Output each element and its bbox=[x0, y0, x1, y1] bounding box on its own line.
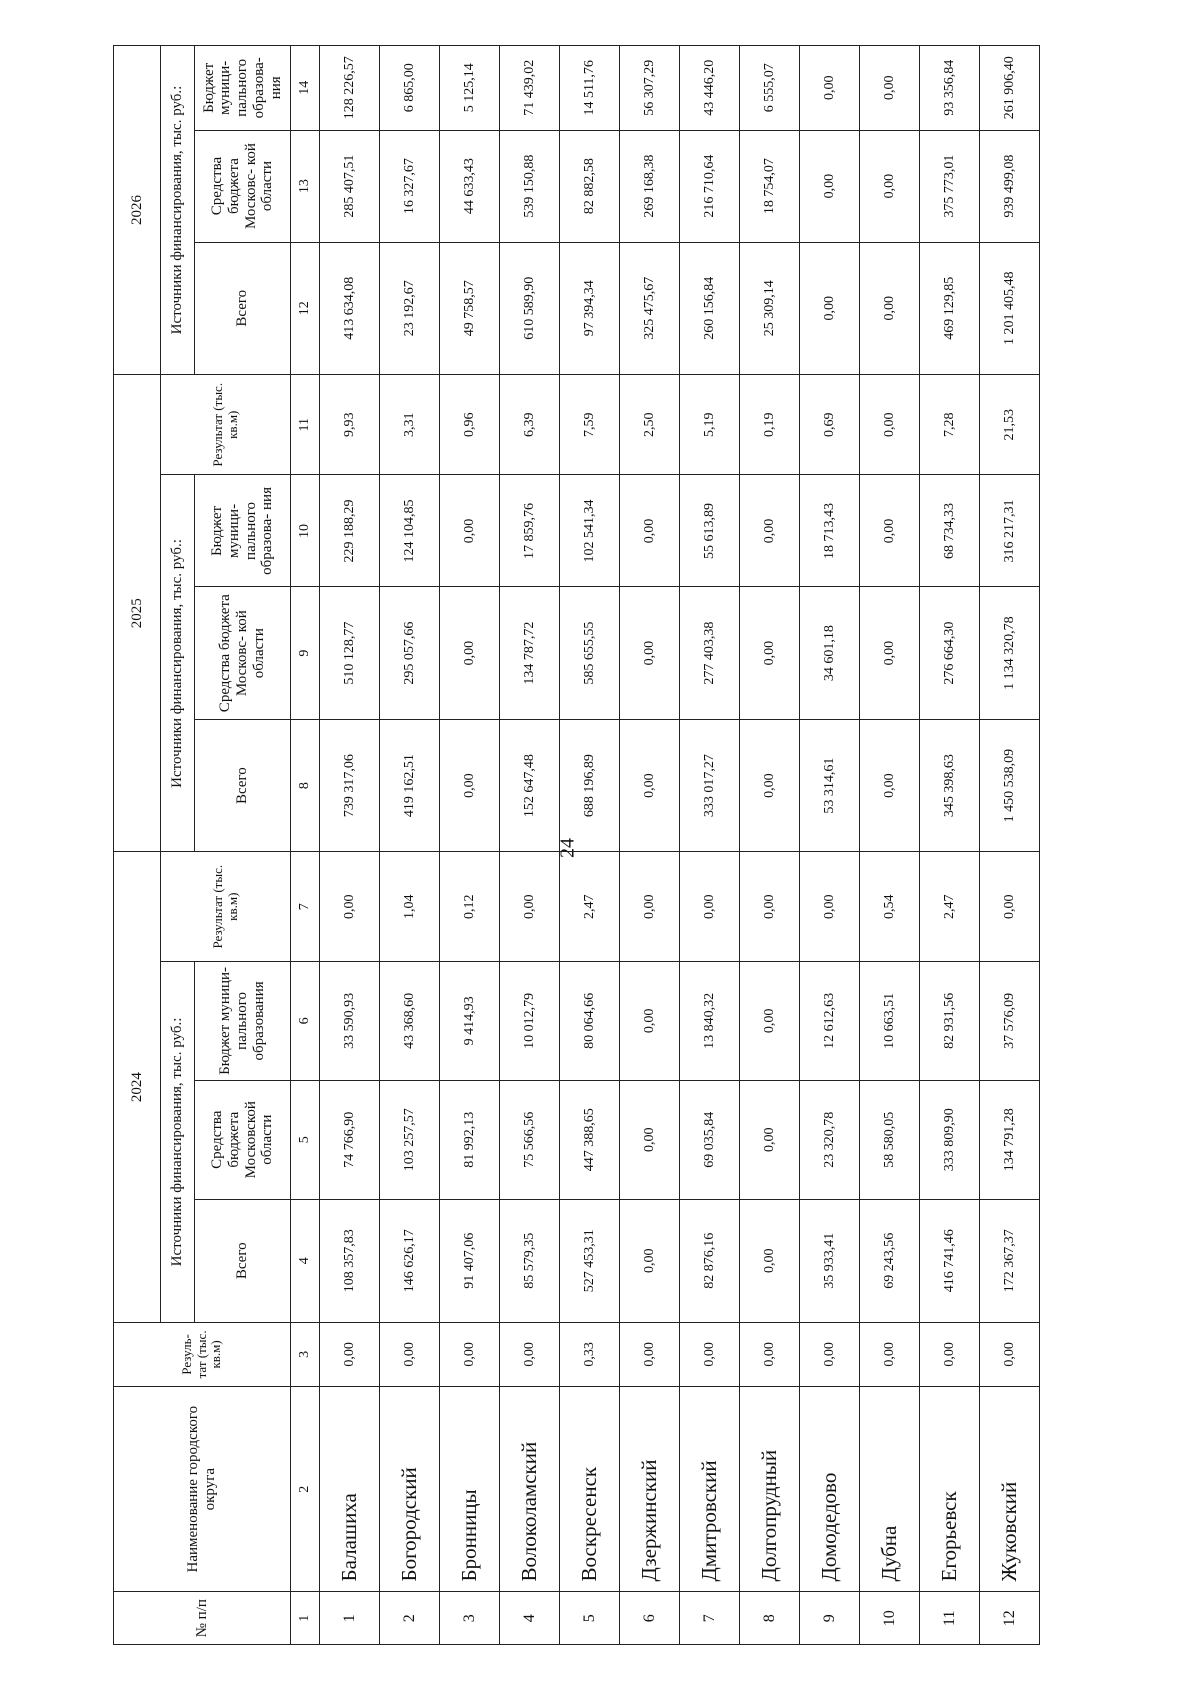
column-number: 4 bbox=[291, 1199, 320, 1322]
total-2026-cell: 469 129,85 bbox=[920, 242, 980, 374]
result-col3-cell: 0,00 bbox=[800, 1322, 860, 1386]
total-2026-cell: 49 758,57 bbox=[440, 242, 500, 374]
district-name-cell: Богородский bbox=[380, 1386, 440, 1592]
municipal-budget-2026-cell: 71 439,02 bbox=[500, 46, 560, 131]
region-budget-2025-cell: 295 057,66 bbox=[380, 587, 440, 719]
municipal-budget-2025-cell: 68 734,33 bbox=[920, 475, 980, 587]
header-sources-2024: Источники финансирования, тыс. руб.: bbox=[161, 962, 195, 1323]
header-sources-2025: Источники финансирования, тыс. руб.: bbox=[161, 475, 195, 852]
result-2025-cell: 0,19 bbox=[740, 375, 800, 476]
total-2025-cell: 1 450 538,09 bbox=[980, 719, 1040, 851]
table-row bbox=[920, 46, 980, 1645]
result-2025-cell: 2,50 bbox=[620, 375, 680, 476]
total-2025-cell: 333 017,27 bbox=[680, 719, 740, 851]
table-row bbox=[560, 46, 620, 1645]
result-col3-cell: 0,00 bbox=[440, 1322, 500, 1386]
region-budget-2026-cell: 375 773,01 bbox=[920, 130, 980, 242]
column-number: 9 bbox=[291, 587, 320, 719]
table-row bbox=[800, 46, 860, 1645]
municipal-budget-2024-cell: 12 612,63 bbox=[800, 962, 860, 1081]
header-num: № п/п bbox=[114, 1592, 291, 1645]
total-2026-cell: 25 309,14 bbox=[740, 242, 800, 374]
total-2024-cell: 69 243,56 bbox=[860, 1199, 920, 1322]
row-number-cell: 3 bbox=[440, 1592, 500, 1645]
total-2025-cell: 0,00 bbox=[440, 719, 500, 851]
region-budget-2025-cell: 0,00 bbox=[860, 587, 920, 719]
result-2025-cell: 3,31 bbox=[380, 375, 440, 476]
district-name-cell: Дзержинский bbox=[620, 1386, 680, 1592]
region-budget-2026-cell: 269 168,38 bbox=[620, 130, 680, 242]
total-2026-cell: 0,00 bbox=[860, 242, 920, 374]
header-year-2024: 2024 bbox=[114, 852, 161, 1323]
region-budget-2024-cell: 81 992,13 bbox=[440, 1080, 500, 1199]
total-2026-cell: 610 589,90 bbox=[500, 242, 560, 374]
row-number-cell: 12 bbox=[980, 1592, 1040, 1645]
municipal-budget-2026-cell: 128 226,57 bbox=[320, 46, 380, 131]
municipal-budget-2026-cell: 6 555,07 bbox=[740, 46, 800, 131]
row-number-cell: 1 bbox=[320, 1592, 380, 1645]
total-2024-cell: 0,00 bbox=[740, 1199, 800, 1322]
row-number-cell: 2 bbox=[380, 1592, 440, 1645]
column-number: 3 bbox=[291, 1322, 320, 1386]
result-col3-cell: 0,00 bbox=[680, 1322, 740, 1386]
total-2026-cell: 1 201 405,48 bbox=[980, 242, 1040, 374]
header-year-2025: 2025 bbox=[114, 375, 161, 852]
region-budget-2025-cell: 134 787,72 bbox=[500, 587, 560, 719]
total-2025-cell: 53 314,61 bbox=[800, 719, 860, 851]
municipal-budget-2026-cell: 6 865,00 bbox=[380, 46, 440, 131]
municipal-budget-2025-cell: 18 713,43 bbox=[800, 475, 860, 587]
result-2024-cell: 2,47 bbox=[560, 852, 620, 962]
district-name-cell: Егорьевск bbox=[920, 1386, 980, 1592]
total-2024-cell: 108 357,83 bbox=[320, 1199, 380, 1322]
column-number: 14 bbox=[291, 46, 320, 131]
header-year-2026: 2026 bbox=[114, 46, 161, 375]
result-2025-cell: 0,69 bbox=[800, 375, 860, 476]
total-2025-cell: 345 398,63 bbox=[920, 719, 980, 851]
row-number-cell: 11 bbox=[920, 1592, 980, 1645]
result-col3-cell: 0,00 bbox=[500, 1322, 560, 1386]
result-2025-cell: 6,39 bbox=[500, 375, 560, 476]
table-row bbox=[500, 46, 560, 1645]
region-budget-2024-cell: 75 566,56 bbox=[500, 1080, 560, 1199]
table-row bbox=[860, 46, 920, 1645]
municipal-budget-2024-cell: 0,00 bbox=[620, 962, 680, 1081]
rotated-table-sheet bbox=[113, 45, 1143, 1645]
total-2024-cell: 527 453,31 bbox=[560, 1199, 620, 1322]
region-budget-2025-cell: 0,00 bbox=[440, 587, 500, 719]
total-2025-cell: 0,00 bbox=[860, 719, 920, 851]
district-name-cell: Жуковский bbox=[980, 1386, 1040, 1592]
header-municipal-budget-2024: Бюджет муници- пального образования bbox=[195, 962, 291, 1081]
municipal-budget-2026-cell: 93 356,84 bbox=[920, 46, 980, 131]
result-2025-cell: 7,28 bbox=[920, 375, 980, 476]
result-2025-cell: 9,93 bbox=[320, 375, 380, 476]
result-2024-cell: 0,00 bbox=[800, 852, 860, 962]
result-2025-cell: 0,96 bbox=[440, 375, 500, 476]
result-2024-cell: 2,47 bbox=[920, 852, 980, 962]
total-2026-cell: 260 156,84 bbox=[680, 242, 740, 374]
header-municipal-budget-2026: Бюджет муници- пального образова- ния bbox=[195, 46, 291, 131]
header-total-2024: Всего bbox=[195, 1199, 291, 1322]
municipal-budget-2025-cell: 102 541,34 bbox=[560, 475, 620, 587]
table-row bbox=[680, 46, 740, 1645]
region-budget-2024-cell: 333 809,90 bbox=[920, 1080, 980, 1199]
region-budget-2026-cell: 82 882,58 bbox=[560, 130, 620, 242]
municipal-budget-2026-cell: 43 446,20 bbox=[680, 46, 740, 131]
district-name-cell: Бронницы bbox=[440, 1386, 500, 1592]
header-region-budget-2024: Средства бюджета Московской области bbox=[195, 1080, 291, 1199]
header-region-budget-2025: Средства бюджета Московс- кой области bbox=[195, 587, 291, 719]
district-name-cell: Долгопрудный bbox=[740, 1386, 800, 1592]
header-total-2025: Всего bbox=[195, 719, 291, 851]
column-number: 6 bbox=[291, 962, 320, 1081]
municipal-budget-2024-cell: 0,00 bbox=[740, 962, 800, 1081]
municipal-budget-2024-cell: 33 590,93 bbox=[320, 962, 380, 1081]
result-2024-cell: 0,54 bbox=[860, 852, 920, 962]
result-2024-cell: 0,00 bbox=[740, 852, 800, 962]
district-name-cell: Дубна bbox=[860, 1386, 920, 1592]
header-total-2026: Всего bbox=[195, 242, 291, 374]
region-budget-2025-cell: 276 664,30 bbox=[920, 587, 980, 719]
region-budget-2024-cell: 0,00 bbox=[620, 1080, 680, 1199]
total-2024-cell: 35 933,41 bbox=[800, 1199, 860, 1322]
region-budget-2024-cell: 69 035,84 bbox=[680, 1080, 740, 1199]
region-budget-2026-cell: 539 150,88 bbox=[500, 130, 560, 242]
total-2025-cell: 688 196,89 bbox=[560, 719, 620, 851]
municipal-budget-2025-cell: 0,00 bbox=[740, 475, 800, 587]
region-budget-2026-cell: 939 499,08 bbox=[980, 130, 1040, 242]
result-col3-cell: 0,00 bbox=[320, 1322, 380, 1386]
table-row bbox=[620, 46, 680, 1645]
municipal-budget-2026-cell: 14 511,76 bbox=[560, 46, 620, 131]
column-number: 7 bbox=[291, 852, 320, 962]
total-2026-cell: 413 634,08 bbox=[320, 242, 380, 374]
row-number-cell: 7 bbox=[680, 1592, 740, 1645]
row-number-cell: 5 bbox=[560, 1592, 620, 1645]
header-sources-2026: Источники финансирования, тыс. руб.: bbox=[161, 46, 195, 375]
total-2025-cell: 152 647,48 bbox=[500, 719, 560, 851]
result-col3-cell: 0,00 bbox=[980, 1322, 1040, 1386]
result-2025-cell: 21,53 bbox=[980, 375, 1040, 476]
result-col3-cell: 0,00 bbox=[860, 1322, 920, 1386]
region-budget-2026-cell: 44 633,43 bbox=[440, 130, 500, 242]
region-budget-2026-cell: 0,00 bbox=[860, 130, 920, 242]
total-2024-cell: 416 741,46 bbox=[920, 1199, 980, 1322]
municipal-budget-2025-cell: 316 217,31 bbox=[980, 475, 1040, 587]
table-row bbox=[440, 46, 500, 1645]
result-2024-cell: 0,00 bbox=[680, 852, 740, 962]
column-number: 10 bbox=[291, 475, 320, 587]
column-number: 8 bbox=[291, 719, 320, 851]
district-name-cell: Домодедово bbox=[800, 1386, 860, 1592]
column-number-row bbox=[291, 46, 320, 1645]
column-number: 5 bbox=[291, 1080, 320, 1199]
table-row bbox=[740, 46, 800, 1645]
result-2025-cell: 7,59 bbox=[560, 375, 620, 476]
region-budget-2025-cell: 0,00 bbox=[740, 587, 800, 719]
municipal-budget-2026-cell: 5 125,14 bbox=[440, 46, 500, 131]
header-region-budget-2026: Средства бюджета Московс- кой области bbox=[195, 130, 291, 242]
municipal-budget-2025-cell: 124 104,85 bbox=[380, 475, 440, 587]
result-col3-cell: 0,00 bbox=[380, 1322, 440, 1386]
column-number: 11 bbox=[291, 375, 320, 476]
row-number-cell: 4 bbox=[500, 1592, 560, 1645]
table-body bbox=[320, 46, 1040, 1645]
region-budget-2026-cell: 16 327,67 bbox=[380, 130, 440, 242]
result-2024-cell: 0,00 bbox=[320, 852, 380, 962]
result-2024-cell: 0,00 bbox=[500, 852, 560, 962]
municipal-budget-2026-cell: 56 307,29 bbox=[620, 46, 680, 131]
result-col3-cell: 0,00 bbox=[740, 1322, 800, 1386]
municipal-budget-2024-cell: 10 012,79 bbox=[500, 962, 560, 1081]
total-2024-cell: 91 407,06 bbox=[440, 1199, 500, 1322]
municipal-budget-2026-cell: 0,00 bbox=[800, 46, 860, 131]
region-budget-2026-cell: 216 710,64 bbox=[680, 130, 740, 242]
municipal-budget-2025-cell: 55 613,89 bbox=[680, 475, 740, 587]
result-2024-cell: 1,04 bbox=[380, 852, 440, 962]
total-2024-cell: 82 876,16 bbox=[680, 1199, 740, 1322]
header-result-col3: Резуль- тат (тыс. кв.м) bbox=[114, 1322, 291, 1386]
table-row bbox=[980, 46, 1040, 1645]
region-budget-2026-cell: 0,00 bbox=[800, 130, 860, 242]
municipal-budget-2024-cell: 10 663,51 bbox=[860, 962, 920, 1081]
municipal-budget-2025-cell: 229 188,29 bbox=[320, 475, 380, 587]
column-number: 1 bbox=[291, 1592, 320, 1645]
municipal-budget-2026-cell: 0,00 bbox=[860, 46, 920, 131]
region-budget-2024-cell: 0,00 bbox=[740, 1080, 800, 1199]
total-2025-cell: 419 162,51 bbox=[380, 719, 440, 851]
result-col3-cell: 0,33 bbox=[560, 1322, 620, 1386]
region-budget-2025-cell: 510 128,77 bbox=[320, 587, 380, 719]
page-number: 24 bbox=[556, 838, 579, 858]
region-budget-2024-cell: 58 580,05 bbox=[860, 1080, 920, 1199]
municipal-budget-2025-cell: 0,00 bbox=[440, 475, 500, 587]
region-budget-2025-cell: 0,00 bbox=[620, 587, 680, 719]
result-2024-cell: 0,00 bbox=[620, 852, 680, 962]
header-municipal-budget-2025: Бюджет муници- пального образова- ния bbox=[195, 475, 291, 587]
column-number: 12 bbox=[291, 242, 320, 374]
result-2025-cell: 0,00 bbox=[860, 375, 920, 476]
result-2024-cell: 0,12 bbox=[440, 852, 500, 962]
header-result-2025: Результат (тыс. кв.м) bbox=[161, 375, 291, 476]
header-row-years bbox=[114, 46, 161, 1645]
municipal-budget-2025-cell: 0,00 bbox=[860, 475, 920, 587]
header-result-2024: Результат (тыс. кв.м) bbox=[161, 852, 291, 962]
row-number-cell: 8 bbox=[740, 1592, 800, 1645]
municipal-budget-2026-cell: 261 906,40 bbox=[980, 46, 1040, 131]
total-2024-cell: 0,00 bbox=[620, 1199, 680, 1322]
total-2024-cell: 146 626,17 bbox=[380, 1199, 440, 1322]
region-budget-2026-cell: 285 407,51 bbox=[320, 130, 380, 242]
municipal-budget-2024-cell: 13 840,32 bbox=[680, 962, 740, 1081]
region-budget-2025-cell: 277 403,38 bbox=[680, 587, 740, 719]
district-name-cell: Балашиха bbox=[320, 1386, 380, 1592]
municipal-budget-2024-cell: 9 414,93 bbox=[440, 962, 500, 1081]
region-budget-2024-cell: 134 791,28 bbox=[980, 1080, 1040, 1199]
total-2025-cell: 0,00 bbox=[740, 719, 800, 851]
region-budget-2024-cell: 103 257,57 bbox=[380, 1080, 440, 1199]
row-number-cell: 9 bbox=[800, 1592, 860, 1645]
municipal-budget-2024-cell: 80 064,66 bbox=[560, 962, 620, 1081]
financing-table bbox=[113, 45, 1040, 1645]
total-2024-cell: 85 579,35 bbox=[500, 1199, 560, 1322]
table-row bbox=[320, 46, 380, 1645]
municipal-budget-2024-cell: 37 576,09 bbox=[980, 962, 1040, 1081]
district-name-cell: Воскресенск bbox=[560, 1386, 620, 1592]
total-2024-cell: 172 367,37 bbox=[980, 1199, 1040, 1322]
region-budget-2025-cell: 34 601,18 bbox=[800, 587, 860, 719]
region-budget-2025-cell: 1 134 320,78 bbox=[980, 587, 1040, 719]
total-2026-cell: 97 394,34 bbox=[560, 242, 620, 374]
total-2026-cell: 23 192,67 bbox=[380, 242, 440, 374]
district-name-cell: Волоколамский bbox=[500, 1386, 560, 1592]
result-2024-cell: 0,00 bbox=[980, 852, 1040, 962]
region-budget-2024-cell: 23 320,78 bbox=[800, 1080, 860, 1199]
result-2025-cell: 5,19 bbox=[680, 375, 740, 476]
municipal-budget-2024-cell: 82 931,56 bbox=[920, 962, 980, 1081]
table-row bbox=[380, 46, 440, 1645]
column-number: 2 bbox=[291, 1386, 320, 1592]
municipal-budget-2025-cell: 17 859,76 bbox=[500, 475, 560, 587]
row-number-cell: 10 bbox=[860, 1592, 920, 1645]
column-number: 13 bbox=[291, 130, 320, 242]
header-name: Наименование городского округа bbox=[114, 1386, 291, 1592]
row-number-cell: 6 bbox=[620, 1592, 680, 1645]
result-col3-cell: 0,00 bbox=[920, 1322, 980, 1386]
municipal-budget-2025-cell: 0,00 bbox=[620, 475, 680, 587]
total-2026-cell: 0,00 bbox=[800, 242, 860, 374]
result-col3-cell: 0,00 bbox=[620, 1322, 680, 1386]
municipal-budget-2024-cell: 43 368,60 bbox=[380, 962, 440, 1081]
total-2025-cell: 0,00 bbox=[620, 719, 680, 851]
district-name-cell: Дмитровский bbox=[680, 1386, 740, 1592]
region-budget-2024-cell: 447 388,65 bbox=[560, 1080, 620, 1199]
total-2026-cell: 325 475,67 bbox=[620, 242, 680, 374]
total-2025-cell: 739 317,06 bbox=[320, 719, 380, 851]
region-budget-2025-cell: 585 655,55 bbox=[560, 587, 620, 719]
region-budget-2024-cell: 74 766,90 bbox=[320, 1080, 380, 1199]
region-budget-2026-cell: 18 754,07 bbox=[740, 130, 800, 242]
